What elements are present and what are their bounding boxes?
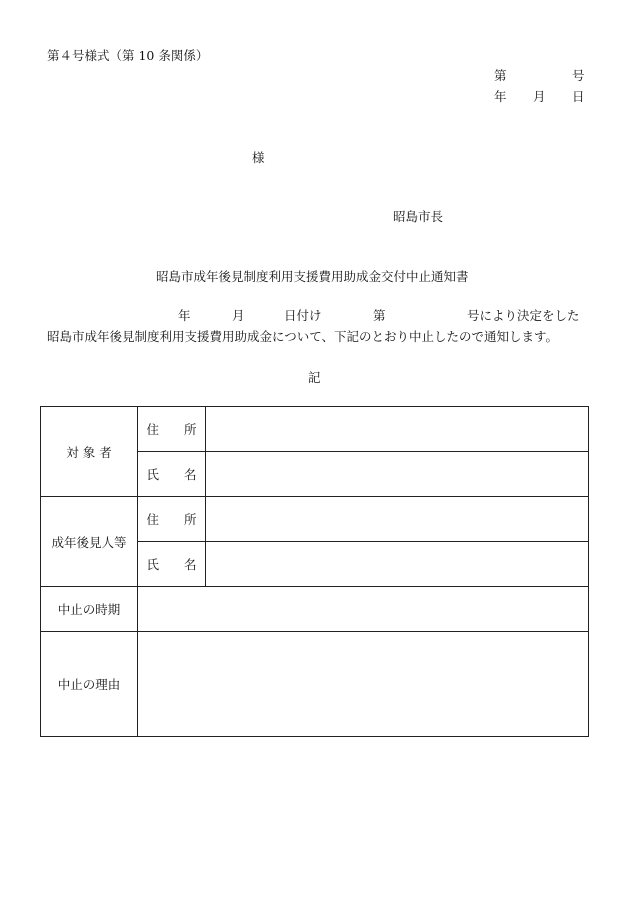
body-number-prefix: 第	[373, 308, 386, 323]
guardian-name-field[interactable]	[206, 542, 589, 587]
document-number-suffix: 号	[572, 68, 585, 83]
document-number-prefix: 第	[494, 68, 507, 83]
table-row	[41, 407, 589, 452]
date-year-label: 年	[494, 89, 507, 104]
table-row	[41, 497, 589, 542]
guardian-address-label: 住 所	[138, 497, 206, 542]
guardian-name-label: 氏 名	[138, 542, 206, 587]
subject-address-label: 住 所	[138, 407, 206, 452]
subject-address-field[interactable]	[206, 407, 589, 452]
table-row	[41, 587, 589, 632]
body-year-label: 年	[178, 308, 191, 323]
date-day-label: 日	[572, 89, 585, 104]
table-row	[41, 632, 589, 737]
subject-name-field[interactable]	[206, 452, 589, 497]
ki-heading: 記	[308, 370, 321, 385]
issuer-name: 昭島市長	[393, 209, 444, 224]
stop-reason-field[interactable]	[138, 632, 589, 737]
subject-label: 対 象 者	[41, 407, 138, 497]
subject-name-label: 氏 名	[138, 452, 206, 497]
record-table	[40, 406, 589, 737]
stop-period-field[interactable]	[138, 587, 589, 632]
body-dated-label: 日付け	[284, 308, 322, 323]
guardian-label: 成年後見人等	[41, 497, 138, 587]
stop-period-label: 中止の時期	[41, 587, 138, 632]
date-month-label: 月	[533, 89, 546, 104]
body-month-label: 月	[232, 308, 245, 323]
body-notice-text: 昭島市成年後見制度利用支援費用助成金について、下記のとおり中止したので通知します。	[47, 329, 559, 344]
form-number: 第４号様式（第 10 条関係）	[47, 48, 209, 63]
stop-reason-label: 中止の理由	[41, 632, 138, 737]
addressee-honorific: 様	[252, 150, 265, 165]
body-number-suffix-text: 号により決定をした	[467, 308, 580, 323]
guardian-address-field[interactable]	[206, 497, 589, 542]
document-title: 昭島市成年後見制度利用支援費用助成金交付中止通知書	[156, 269, 469, 284]
